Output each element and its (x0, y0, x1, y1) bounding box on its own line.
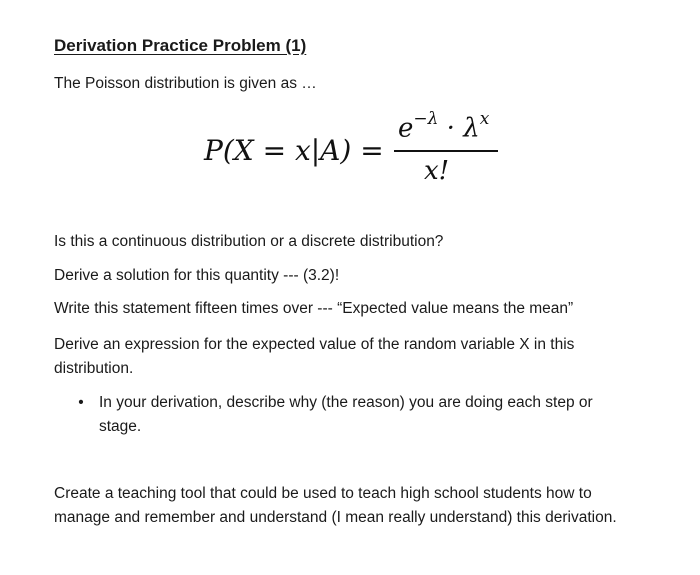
numerator-mid: · λ (438, 113, 480, 144)
formula-denominator: x! (424, 156, 450, 186)
question-write-statement: Write this statement fifteen times over --- “Expected value means the mean” (54, 300, 574, 317)
formula-fraction (394, 104, 506, 194)
formula-numerator (398, 109, 490, 144)
question-derive-quantity: Derive a solution for this quantity --- (3.2)! (54, 267, 340, 284)
numerator-power: x (479, 109, 490, 129)
question-distribution-type: Is this a continuous distribution or a discrete distribution? (54, 233, 444, 250)
bullet-text: In your derivation, describe why (the reason) you are doing each step or stage. (99, 394, 593, 435)
formula-lhs: P(X = x|A) = (204, 134, 384, 167)
numerator-exponent: −λ (413, 109, 439, 129)
poisson-formula (204, 104, 514, 194)
closing-task-text: Create a teaching tool that could be used to teach high school students how to manage and remember and understand (I mean really understand) this derivation. (54, 485, 617, 526)
fraction-bar (394, 150, 498, 152)
intro-text: The Poisson distribution is given as … (54, 75, 317, 92)
question-expected-value: Derive an expression for the expected value of the random variable X in this distribution. (54, 336, 575, 377)
page-title: Derivation Practice Problem (1) (54, 36, 307, 55)
bullet-dot-icon: • (78, 394, 84, 411)
numerator-base: e (398, 113, 414, 144)
